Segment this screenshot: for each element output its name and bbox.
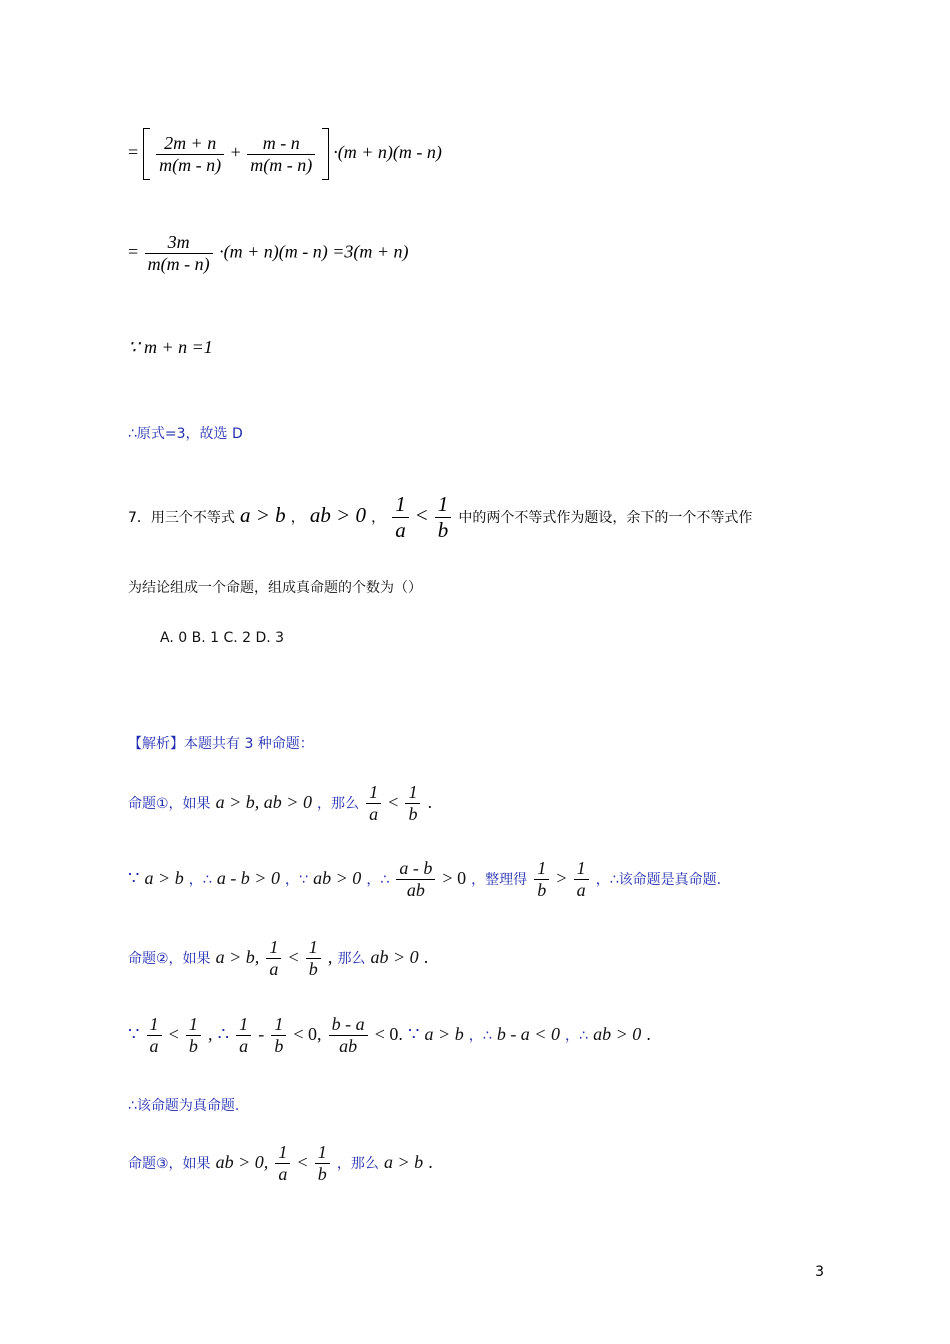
fraction: $\frac{1}{b}$	[271, 1014, 286, 1057]
equals-sign: =	[128, 241, 139, 262]
fraction: $\frac{1}{a}$	[392, 492, 409, 543]
fraction: $\frac{1}{a}$	[236, 1014, 251, 1057]
proposition-2: 命题②，如果 a > b, $\frac{1}{a}$ < $\frac{1}{b}$ , 那么 ab > 0 .	[128, 937, 429, 979]
question-7-line-2: 为结论组成一个命题，组成真命题的个数为（）	[128, 580, 422, 596]
fraction: $\frac{a - b}{ab}$	[396, 858, 435, 901]
expression: ·(m + n)(m - n)	[333, 142, 442, 163]
conclusion-line: ∴原式=3，故选 D	[128, 426, 243, 442]
question-text: 7．用三个不等式	[128, 510, 235, 526]
page-number: 3	[815, 1264, 824, 1280]
step-line-2	[128, 232, 409, 275]
fraction: $\frac{b - a}{ab}$	[329, 1014, 368, 1057]
condition: a > b, ab > 0	[215, 792, 312, 812]
inequality: ab > 0	[309, 503, 367, 527]
answer-options: A. 0 B. 1 C. 2 D. 3	[160, 630, 285, 646]
plus-sign: +	[230, 142, 241, 163]
fraction: $\frac{m - n}{m(m - n)}$	[247, 133, 315, 176]
right-bracket	[322, 128, 329, 180]
question-7-line-1: 7．用三个不等式 a > b ， ab > 0 ， $\frac{1}{a}$ < $\frac{1}{b}$ 中的两个不等式作为题设，余下的一个不等式作	[128, 492, 753, 542]
fraction: $\frac{1}{a}$	[147, 1014, 162, 1057]
equals-sign: =	[128, 142, 139, 163]
fraction: $\frac{1}{a}$	[574, 858, 589, 901]
fraction: $\frac{1}{b}$	[405, 782, 420, 825]
proposition-1: 命题①，如果 a > b, ab > 0 ，那么 $\frac{1}{a}$ < $\frac{1}{b}$ .	[128, 782, 433, 824]
proposition-2-conclusion: ∴该命题为真命题.	[128, 1098, 240, 1114]
fraction: $\frac{1}{a}$	[266, 937, 281, 980]
fraction: $\frac{1}{b}$	[315, 1142, 330, 1185]
proposition-2-reasoning: ∵ $\frac{1}{a}$ < $\frac{1}{b}$ , ∴ $\frac{1}{a}$ - $\frac{1}{b}$ < 0, $\frac{b - a}{ab}$ < 0. ∵ a > b ，∴ b - a < 0 ，∴ ab > 0 .	[128, 1014, 651, 1056]
fraction: $\frac{1}{a}$	[366, 782, 381, 825]
analysis-heading: 【解析】本题共有 3 种命题：	[128, 736, 314, 752]
proposition-3: 命题③，如果 ab > 0, $\frac{1}{a}$ < $\frac{1}{b}$ ，那么 a > b .	[128, 1142, 433, 1184]
fraction: $\frac{1}{a}$	[275, 1142, 290, 1185]
fraction: $\frac{2m + n}{m(m - n)}$	[156, 133, 224, 176]
left-bracket	[143, 128, 150, 180]
because-line: ∵ m + n =1	[128, 337, 213, 357]
fraction: $\frac{1}{b}$	[186, 1014, 201, 1057]
fraction: $\frac{1}{b}$	[306, 937, 321, 980]
inequality: a > b	[240, 503, 286, 527]
fraction: $\frac{1}{b}$	[435, 492, 452, 543]
fraction: $\frac{3m}{m(m - n)}$	[145, 232, 213, 275]
proposition-1-reasoning: ∵ a > b ，∴ a - b > 0 ，∵ ab > 0 ，∴ $\frac{a - b}{ab}$ > 0 ，整理得 $\frac{1}{b}$ > $\frac{1}{a}$ ，∴该命题是真命题.	[128, 858, 722, 900]
step-line-1	[128, 128, 442, 180]
fraction: $\frac{1}{b}$	[534, 858, 549, 901]
question-text: 中的两个不等式作为题设，余下的一个不等式作	[458, 510, 753, 526]
expression: ·(m + n)(m - n) =3(m + n)	[219, 241, 409, 262]
